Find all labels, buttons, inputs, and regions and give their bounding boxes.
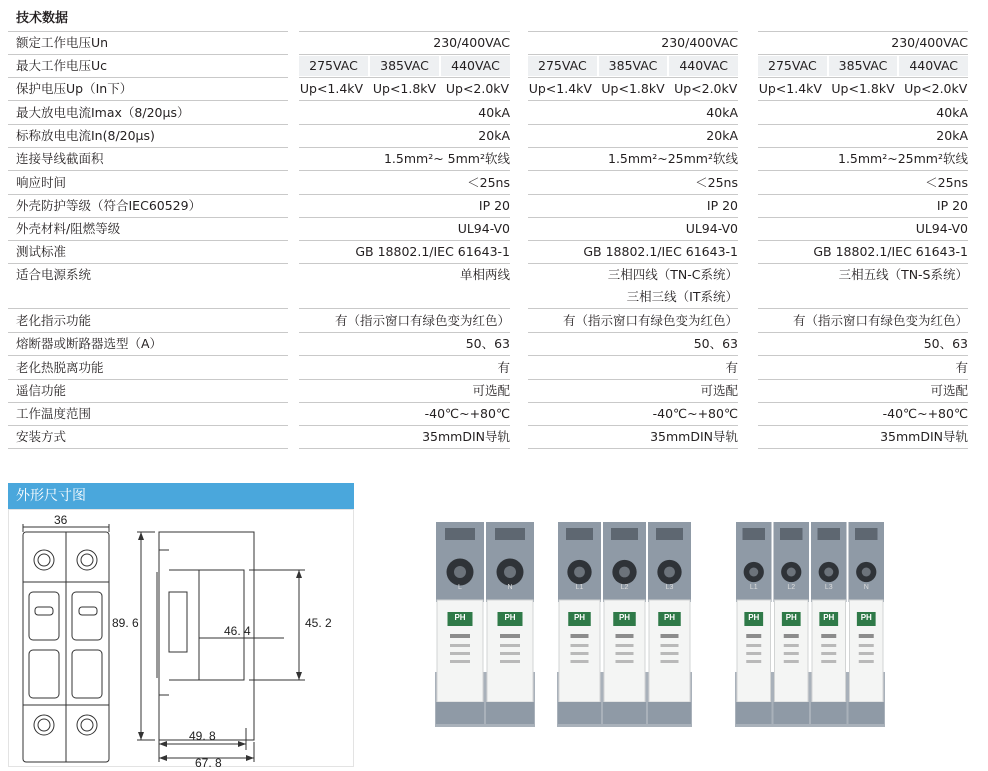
row-divider [528, 448, 738, 449]
spec-value-c2: 50、63 [693, 336, 738, 351]
spec-value-c1: 1.5mm²~ 5mm²软线 [383, 151, 510, 166]
spec-row [8, 333, 976, 355]
row-divider [758, 170, 968, 171]
row-divider [528, 100, 738, 101]
brand-label: PH [454, 613, 466, 622]
row-divider [8, 448, 288, 449]
uc-group [528, 56, 738, 76]
terminal-label: N [863, 584, 869, 591]
up-value: Up<2.0kV [445, 81, 510, 96]
spec-value-c3: 可选配 [930, 383, 968, 398]
uc-value: 440VAC [441, 56, 510, 76]
spec-row-label: 遥信功能 [16, 383, 67, 398]
terminal-label: L1 [749, 584, 758, 591]
spec-value-c1: ＜25ns [467, 175, 510, 190]
spec-row [8, 32, 976, 54]
row-divider [528, 308, 738, 309]
spec-row-label: 外壳防护等级（符合IEC60529） [16, 198, 202, 213]
spec-value-c1: 有（指示窗口有绿色变为红色） [334, 313, 510, 328]
spec-value-c2: 20kA [706, 128, 738, 143]
terminal-label: L2 [620, 584, 629, 591]
up-value: Up<2.0kV [904, 81, 968, 96]
brand-label: PH [663, 613, 676, 622]
spec-value-c3: 40kA [936, 105, 968, 120]
spec-row-label: 安装方式 [16, 429, 67, 444]
spec-value-c1: 40kA [478, 105, 510, 120]
spec-value-c2: 35mmDIN导轨 [650, 429, 738, 444]
spec-value-c2: GB 18802.1/IEC 61643-1 [583, 244, 738, 259]
up-group [754, 78, 972, 100]
row-divider [758, 355, 968, 356]
spec-value-c3: 有（指示窗口有绿色变为红色） [792, 313, 968, 328]
terminal-label: L3 [824, 584, 833, 591]
spec-row [8, 102, 976, 124]
p2-svg [552, 522, 697, 732]
up-value: Up<1.4kV [299, 81, 364, 96]
up-value: Up<1.8kV [601, 81, 665, 96]
spec-title-row [8, 6, 976, 30]
spec-value-c3: GB 18802.1/IEC 61643-1 [813, 244, 968, 259]
spec-row [8, 78, 976, 100]
spec-value-c3: 20kA [936, 128, 968, 143]
up-value: Up<1.4kV [528, 81, 592, 96]
terminal-label: N [507, 584, 513, 591]
spec-row-label: 保护电压Up（In下） [16, 81, 133, 96]
row-divider [758, 448, 968, 449]
spec-value-c1: 230/400VAC [433, 35, 510, 50]
brand-label: PH [785, 613, 797, 622]
row-divider [299, 308, 510, 309]
product-4p [730, 522, 890, 732]
spec-row-label: 测试标准 [16, 244, 67, 259]
dim-depth-small-label: 45. 2 [305, 616, 332, 630]
spec-row [8, 357, 976, 379]
uc-group [299, 56, 510, 76]
spec-row-label: 额定工作电压Un [16, 35, 109, 50]
up-group [295, 78, 514, 100]
row-divider [528, 170, 738, 171]
dim-d1-label: 49. 8 [189, 729, 216, 743]
spec-row [8, 241, 976, 263]
spec-row [8, 380, 976, 402]
spec-value-c1: 50、63 [465, 336, 510, 351]
uc-value: 275VAC [299, 56, 368, 76]
up-value: Up<1.8kV [831, 81, 895, 96]
spec-row-label: 响应时间 [16, 175, 67, 190]
spec-value-c1: 可选配 [472, 383, 510, 398]
brand-label: PH [748, 613, 760, 622]
dim-d2-label: 67. 8 [195, 756, 222, 768]
product-3p [552, 522, 697, 732]
spec-row-label: 熔断器或断路器选型（A） [16, 336, 163, 351]
up-group [524, 78, 742, 100]
brand-label: PH [823, 613, 835, 622]
spec-row-label: 最大放电电流Imax（8/20μs） [16, 105, 190, 120]
p1-svg [430, 522, 540, 732]
spec-value-c3: 有 [955, 360, 968, 375]
spec-row [8, 125, 976, 147]
uc-value: 440VAC [669, 56, 738, 76]
spec-value-c3: IP 20 [936, 198, 968, 213]
spec-value-c2-second: 三相三线（IT系统） [626, 289, 738, 304]
spec-row [8, 310, 976, 332]
spec-value-c1: 有 [497, 360, 510, 375]
dimension-svg [9, 510, 355, 768]
spec-value-c2: 230/400VAC [661, 35, 738, 50]
spec-value-c1: UL94-V0 [457, 221, 510, 236]
spec-row-label: 老化指示功能 [16, 313, 92, 328]
spec-value-c1: 单相两线 [459, 267, 510, 282]
spec-value-c1: 20kA [478, 128, 510, 143]
row-divider [299, 170, 510, 171]
spec-value-c1: -40℃~+80℃ [424, 406, 510, 421]
spec-row-label: 工作温度范围 [16, 406, 92, 421]
row-divider [758, 100, 968, 101]
spec-value-c3: 50、63 [923, 336, 968, 351]
spec-value-c2: IP 20 [706, 198, 738, 213]
spec-value-c2: -40℃~+80℃ [652, 406, 738, 421]
up-value: Up<1.8kV [372, 81, 437, 96]
uc-value: 440VAC [899, 56, 968, 76]
spec-row [8, 195, 976, 217]
p3-svg [730, 522, 890, 732]
spec-row-label: 连接导线截面积 [16, 151, 104, 166]
spec-row-label: 适合电源系统 [16, 267, 92, 282]
row-divider [299, 355, 510, 356]
row-divider [8, 100, 288, 101]
spec-value-c2: ＜25ns [695, 175, 738, 190]
spec-value-c2: 有 [725, 360, 738, 375]
title-divider [528, 31, 738, 32]
terminal-label: L1 [575, 584, 584, 591]
spec-value-c2: 三相四线（TN-C系统） [607, 267, 738, 282]
spec-value-c2: 1.5mm²~25mm²软线 [608, 151, 738, 166]
row-divider [528, 355, 738, 356]
spec-row [8, 264, 976, 308]
up-value: Up<2.0kV [674, 81, 738, 96]
spec-row [8, 148, 976, 170]
spec-value-c3: -40℃~+80℃ [882, 406, 968, 421]
spec-row [8, 218, 976, 240]
brand-label: PH [573, 613, 586, 622]
uc-value: 385VAC [829, 56, 898, 76]
brand-label: PH [504, 613, 516, 622]
uc-value: 385VAC [599, 56, 668, 76]
spec-value-c1: GB 18802.1/IEC 61643-1 [355, 244, 510, 259]
spec-row-label: 老化热脱离功能 [16, 360, 104, 375]
row-divider [8, 355, 288, 356]
dim-height-label: 89. 6 [112, 616, 139, 630]
title-divider [299, 31, 510, 32]
dim-width-label: 36 [54, 513, 68, 527]
spec-value-c3: 三相五线（TN-S系统） [838, 267, 968, 282]
row-divider [8, 308, 288, 309]
spec-value-c3: 35mmDIN导轨 [880, 429, 968, 444]
spec-row [8, 172, 976, 194]
spec-value-c2: 有（指示窗口有绿色变为红色） [562, 313, 738, 328]
terminal-label: L [458, 584, 462, 591]
spec-value-c3: 230/400VAC [891, 35, 968, 50]
uc-value: 275VAC [758, 56, 827, 76]
spec-row [8, 426, 976, 448]
uc-group [758, 56, 968, 76]
terminal-label: L2 [787, 584, 796, 591]
spec-row-label: 外壳材料/阻燃等级 [16, 221, 121, 236]
spec-row [8, 403, 976, 425]
row-divider [299, 100, 510, 101]
spec-value-c2: 40kA [706, 105, 738, 120]
row-divider [758, 308, 968, 309]
row-divider [8, 170, 288, 171]
up-value: Up<1.4kV [758, 81, 822, 96]
brand-label: PH [618, 613, 631, 622]
title-divider [8, 31, 288, 32]
spec-value-c2: 可选配 [700, 383, 738, 398]
spec-row [8, 55, 976, 77]
title-divider [758, 31, 968, 32]
terminal-label: L3 [665, 584, 674, 591]
row-divider [299, 448, 510, 449]
spec-value-c3: 1.5mm²~25mm²软线 [838, 151, 968, 166]
product-2p [430, 522, 540, 732]
spec-value-c1: 35mmDIN导轨 [422, 429, 510, 444]
uc-value: 275VAC [528, 56, 597, 76]
dimension-header: 外形尺寸图 [8, 483, 354, 509]
dimension-drawing [8, 509, 354, 767]
spec-row-label: 最大工作电压Uc [16, 58, 108, 73]
spec-value-c3: ＜25ns [925, 175, 968, 190]
spec-value-c2: UL94-V0 [685, 221, 738, 236]
spec-value-c1: IP 20 [478, 198, 510, 213]
dim-inner-label: 46. 4 [224, 624, 251, 638]
brand-label: PH [860, 613, 872, 622]
spec-row-label: 标称放电电流In(8/20μs) [16, 128, 155, 143]
uc-value: 385VAC [370, 56, 439, 76]
spec-value-c3: UL94-V0 [915, 221, 968, 236]
spec-title: 技术数据 [16, 11, 69, 26]
